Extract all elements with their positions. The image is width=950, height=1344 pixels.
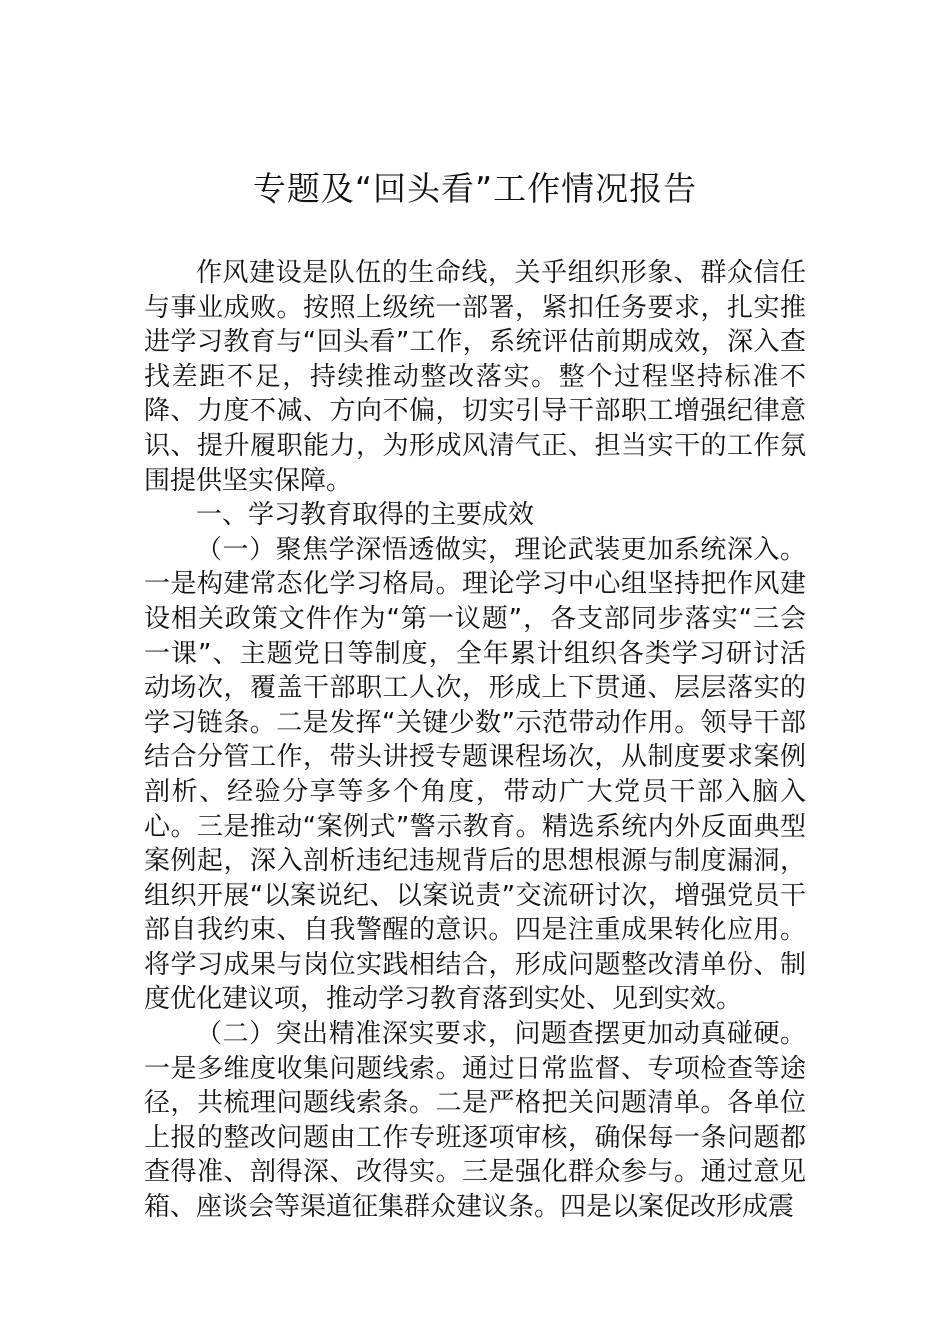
document-body <box>144 256 806 1225</box>
section-heading-1: 一、学习教育取得的主要成效 <box>196 500 535 531</box>
subsection-paragraph-2: （二）突出精准深实要求，问题查摆更加动真碰硬。一是多维度收集问题线索。通过日常监督、专项检查等途径，共梳理问题线索条。二是严格把关问题清单。各单位上报的整改问题由工作专班逐项审核，确保每一条问题都查得准、剖得深、改得实。三是强化群众参与。通过意见箱、座谈会等渠道征集群众建议条。四是以案促改形成震 <box>144 1019 806 1223</box>
subsection-paragraph-1: （一）聚焦学深悟透做实，理论武装更加系统深入。一是构建常态化学习格局。理论学习中心组坚持把作风建设相关政策文件作为“第一议题”，各支部同步落实“三会一课”、主题党日等制度，全年累计组织各类学习研讨活动场次，覆盖干部职工人次，形成上下贯通、层层落实的学习链条。二是发挥“关键少数”示范带动作用。领导干部结合分管工作，带头讲授专题课程场次，从制度要求案例剖析、经验分享等多个角度，带动广大党员干部入脑入心。三是推动“案例式”警示教育。精选系统内外反面典型案例起，深入剖析违纪违规背后的思想根源与制度漏洞，组织开展“以案说纪、以案说责”交流研讨次，增强党员干部自我约束、自我警醒的意识。四是注重成果转化应用。将学习成果与岗位实践相结合，形成问题整改清单份、制度优化建议项，推动学习教育落到实处、见到实效。 <box>144 534 806 1015</box>
document-title: 专题及“回头看”工作情况报告 <box>252 169 698 208</box>
intro-paragraph: 作风建设是队伍的生命线，关乎组织形象、群众信任与事业成败。按照上级统一部署，紧扣任务要求，扎实推进学习教育与“回头看”工作，系统评估前期成效，深入查找差距不足，持续推动整改落实。整个过程坚持标准不降、力度不减、方向不偏，切实引导干部职工增强纪律意识、提升履职能力，为形成风清气正、担当实干的工作氛围提供坚实保障。 <box>144 258 806 496</box>
